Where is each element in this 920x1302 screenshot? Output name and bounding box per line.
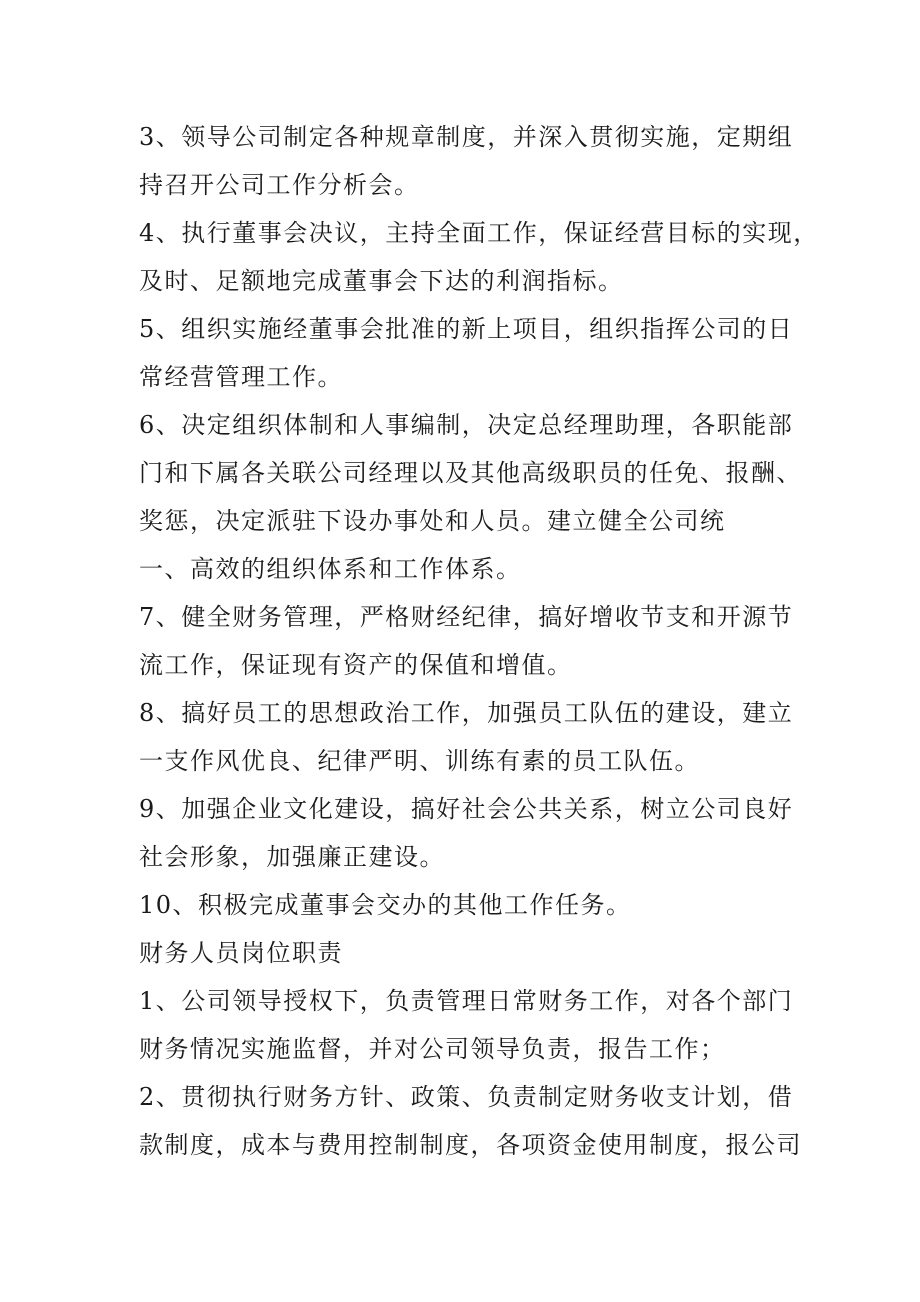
text-line: 及时、足额地完成董事会下达的利润指标。 — [139, 267, 624, 295]
text-line: 奖惩，决定派驻下设办事处和人员。建立健全公司统 — [139, 507, 726, 535]
text-line: 一支作风优良、纪律严明、训练有素的员工队伍。 — [139, 747, 700, 775]
text-line: 一、高效的组织体系和工作体系。 — [139, 555, 522, 583]
text-line: 6、决定组织体制和人事编制，决定总经理助理，各职能部 — [139, 411, 794, 439]
text-line: 1、公司领导授权下，负责管理日常财务工作，对各个部门 — [139, 987, 794, 1015]
text-line: 常经营管理工作。 — [139, 363, 343, 391]
document-body — [139, 113, 819, 1169]
text-line: 10、积极完成董事会交办的其他工作任务。 — [139, 891, 632, 919]
text-line: 财务情况实施监督，并对公司领导负责，报告工作； — [139, 1035, 726, 1063]
section-heading: 财务人员岗位职责 — [139, 939, 343, 967]
text-line: 5、组织实施经董事会批准的新上项目，组织指挥公司的日 — [139, 315, 794, 343]
text-line: 3、领导公司制定各种规章制度，并深入贯彻实施，定期组 — [139, 123, 794, 151]
text-line: 持召开公司工作分析会。 — [139, 171, 420, 199]
text-line: 9、加强企业文化建设，搞好社会公共关系，树立公司良好 — [139, 795, 794, 823]
text-line: 7、健全财务管理，严格财经纪律，搞好增收节支和开源节 — [139, 603, 794, 631]
text-line: 2、贯彻执行财务方针、政策、负责制定财务收支计划，借 — [139, 1083, 794, 1111]
text-line: 4、执行董事会决议，主持全面工作，保证经营目标的实现， — [139, 219, 819, 247]
text-line: 门和下属各关联公司经理以及其他高级职员的任免、报酬、 — [139, 459, 802, 487]
text-line: 流工作，保证现有资产的保值和增值。 — [139, 651, 573, 679]
text-line: 款制度，成本与费用控制制度，各项资金使用制度，报公司 — [139, 1131, 802, 1159]
text-line: 社会形象，加强廉正建设。 — [139, 843, 445, 871]
text-line: 8、搞好员工的思想政治工作，加强员工队伍的建设，建立 — [139, 699, 794, 727]
